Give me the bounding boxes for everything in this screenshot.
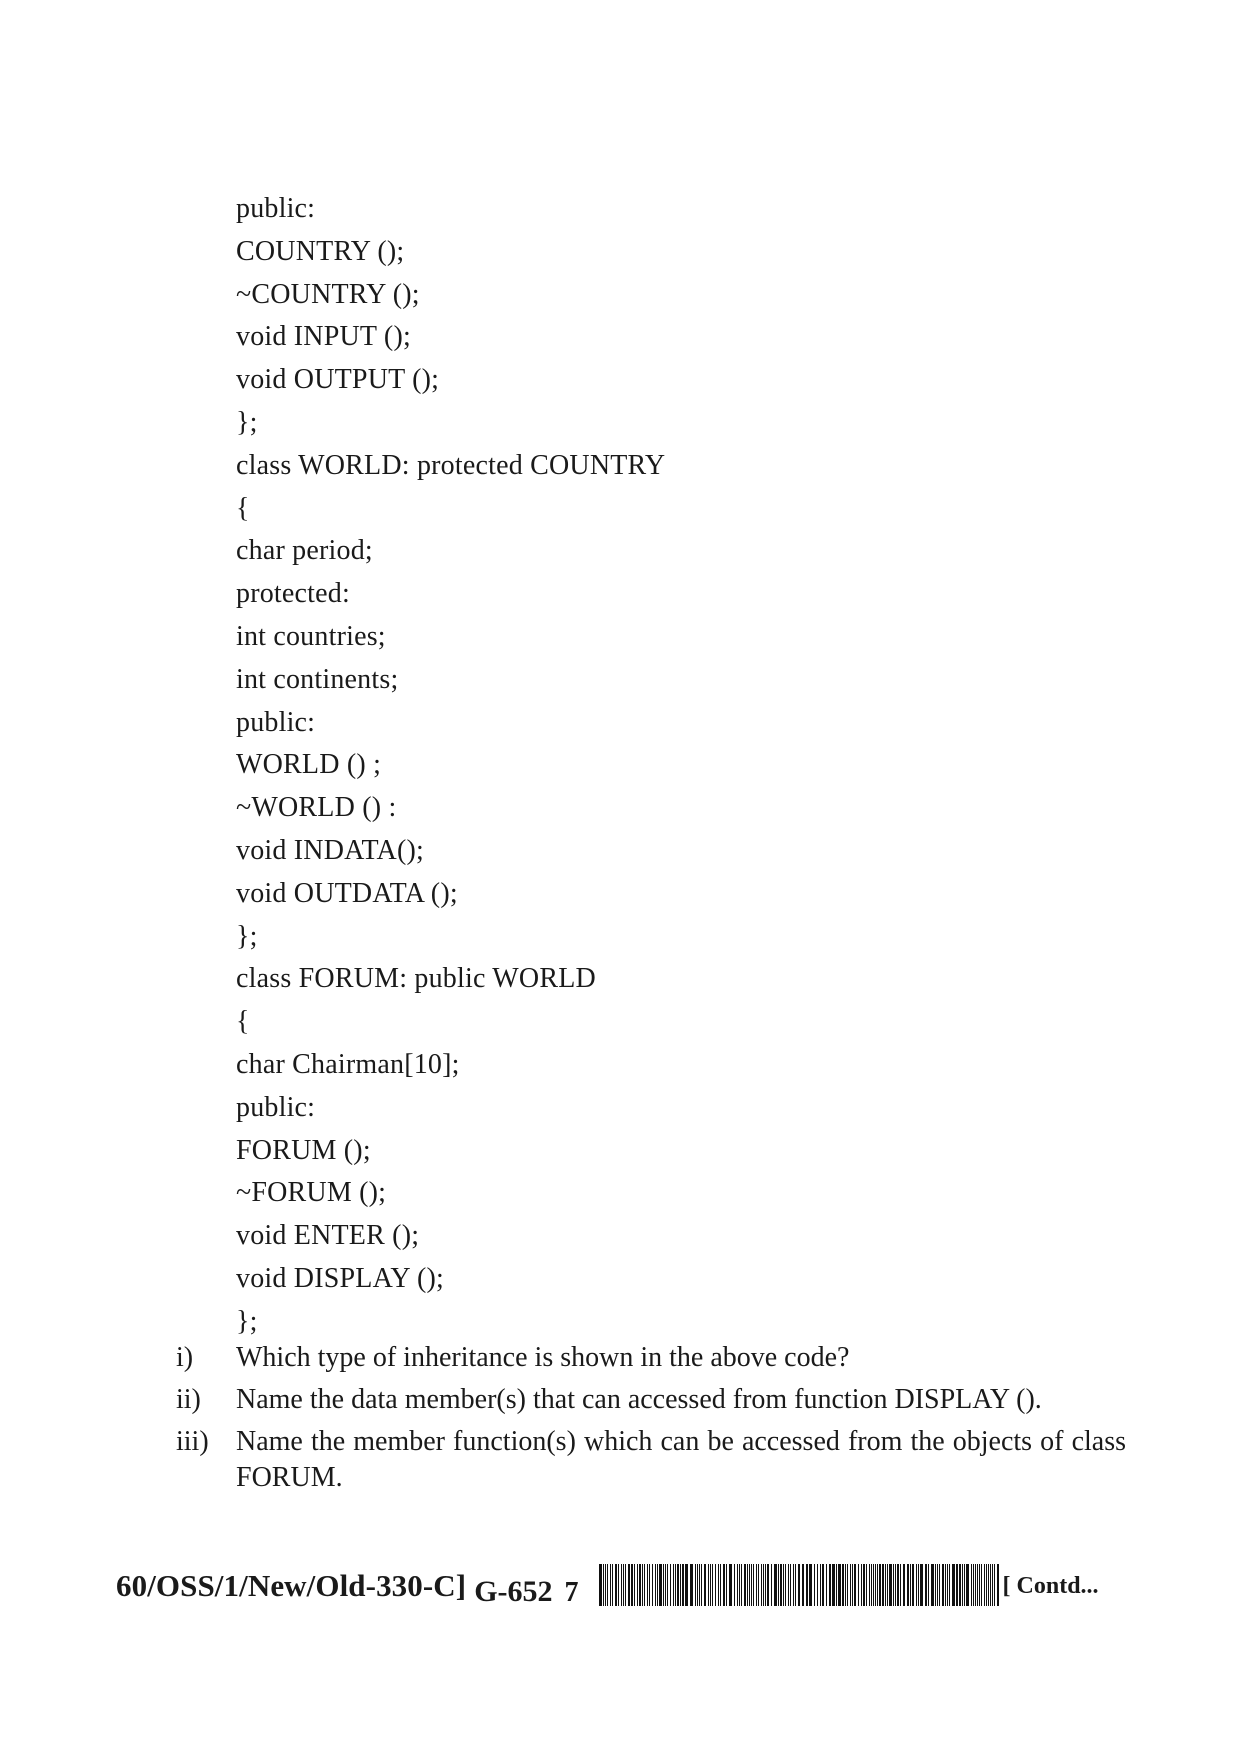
question-number: i)	[176, 1342, 194, 1373]
code-line: ~WORLD () :	[236, 792, 397, 824]
code-line: class FORUM: public WORLD	[236, 963, 596, 995]
code-line: };	[236, 1305, 258, 1337]
code-line: class WORLD: protected COUNTRY	[236, 449, 666, 481]
code-line: void INPUT ();	[236, 321, 411, 353]
series-code: G-652	[474, 1575, 553, 1608]
code-line: void ENTER ();	[236, 1220, 420, 1252]
code-line: ~FORUM ();	[236, 1177, 387, 1209]
question-item	[176, 1424, 1126, 1496]
question-number: ii)	[176, 1384, 201, 1415]
code-line: };	[236, 920, 258, 952]
question-text: Which type of inheritance is shown in the above code?	[236, 1342, 850, 1373]
code-line: void OUTPUT ();	[236, 364, 440, 396]
code-line: protected:	[236, 578, 350, 610]
continued-label: [ Contd...	[1002, 1573, 1099, 1599]
code-line: {	[236, 1006, 250, 1038]
code-line: public:	[236, 193, 316, 224]
code-line: COUNTRY ();	[236, 235, 405, 267]
page-footer	[116, 1556, 1126, 1608]
code-line: int continents;	[236, 663, 399, 695]
question-number: iii)	[176, 1426, 209, 1457]
code-line: void INDATA();	[236, 834, 424, 866]
code-line: FORUM ();	[236, 1134, 371, 1166]
page-number: 7	[564, 1577, 579, 1608]
question-list	[176, 1340, 1126, 1502]
code-line: {	[236, 492, 250, 524]
code-line: int countries;	[236, 620, 386, 652]
code-line: void DISPLAY ();	[236, 1262, 445, 1294]
paper-code: 60/OSS/1/New/Old-330-C]	[116, 1568, 467, 1603]
barcode-icon	[599, 1564, 999, 1606]
code-line: char Chairman[10];	[236, 1048, 460, 1080]
question-text: Name the data member(s) that can accessed from function DISPLAY ().	[236, 1384, 1042, 1415]
code-line: public:	[236, 706, 316, 738]
code-line: char period;	[236, 535, 373, 567]
question-text: Name the member function(s) which can be accessed from the objects of class FORUM.	[236, 1426, 1126, 1493]
code-line: public:	[236, 1091, 316, 1123]
code-line: ~COUNTRY ();	[236, 278, 420, 310]
question-item	[176, 1340, 1126, 1376]
code-line: WORLD () ;	[236, 749, 382, 781]
code-listing	[236, 188, 1136, 1344]
code-line: void OUTDATA ();	[236, 877, 458, 909]
code-line: };	[236, 406, 258, 438]
question-item	[176, 1382, 1126, 1418]
